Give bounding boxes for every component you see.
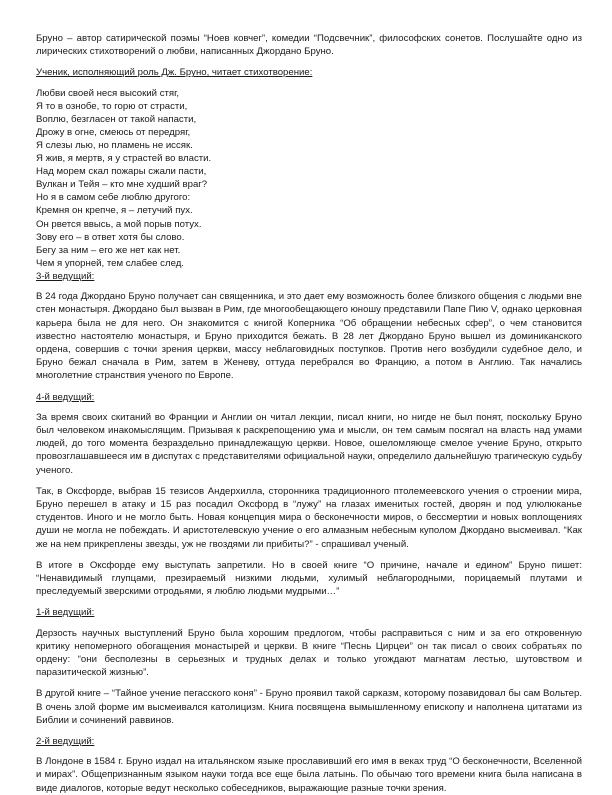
poem-line: Над морем скал пожары сжали пасти, bbox=[36, 166, 207, 178]
poem-line: Воплю, безгласен от такой напасти, bbox=[36, 113, 197, 125]
poem-line: Чем я упорней, тем слабее след. bbox=[36, 257, 184, 269]
poem-line: Я слезы лью, но пламень не иссяк. bbox=[36, 139, 193, 151]
intro-paragraph: Бруно – автор сатирической поэмы “Ноев ковчег”, комедии “Подсвечник”, философских сонетов. Послушайте одно из лирических стихотворений о любви, написанных Джордано Бруно. bbox=[36, 33, 582, 58]
paragraph-4a: За время своих скитаний во Франции и Англии он читал лекции, писал книги, но нигде не был понят, поскольку Бруно был человеком инакомыслящим. Призывая к раскрепощению ума и мысли, он тем самым посягал на власть над умами людей, до того момента безраздельно принадлежащую церкви. Новое, ошеломляюще смелое учение Бруно, открыто провозглашавшееся им в диспутах с представителями официальной науки, определило дальнейшую трагическую судьбу ученого. bbox=[36, 411, 582, 476]
poem-line: Вулкан и Тейя – кто мне худший враг? bbox=[36, 179, 208, 191]
poem-line: Кремня он крепче, я – летучий пух. bbox=[36, 205, 193, 217]
poem-line: Любви своей неся высокий стяг, bbox=[36, 87, 180, 99]
section-heading-2: 2-й ведущий: bbox=[36, 736, 95, 748]
poem bbox=[36, 87, 582, 270]
poem-line: Я то в ознобе, то горю от страсти, bbox=[36, 100, 188, 112]
student-heading: Ученик, исполняющий роль Дж. Бруно, читает стихотворение: bbox=[36, 67, 313, 79]
section-heading-3: 3-й ведущий: bbox=[36, 270, 95, 282]
paragraph-4b: Так, в Оксфорде, выбрав 15 тезисов Андерхилла, сторонника традиционного птолемеевского учения о строении мира, Бруно перешел в атаку и 15 раз посадил Оксфорд в “лужу” на глазах именитых гостей, дворян и под улюлюканье студентов. Иного и не могло быть. Новая концепция мира о бесконечности миров, о бессмертии и новых воплощениях души не могла не побеждать. И аристотелевскую учение о его алмазным небесным куполом Джордано высмеивал. “Как же на нем прикреплены звезды, уж не гвоздями ли прибиты?” - спрашивал ученый. bbox=[36, 485, 582, 550]
poem-line: Я жив, я мертв, я у страстей во власти. bbox=[36, 153, 212, 165]
poem-line: Бегу за ним – его же нет как нет. bbox=[36, 244, 181, 256]
poem-line: Зову его – в ответ хотя бы слово. bbox=[36, 231, 185, 243]
section-heading-4: 4-й ведущий: bbox=[36, 391, 95, 403]
paragraph-3: В 24 года Джордано Бруно получает сан священника, и это дает ему возможность более близкого общения с людьми вне стен монастыря. Джордано был вызван в Рим, где многообещающего юношу представили Папе Пию V, однако церковная карьера была не для него. Он знакомится с книгой Коперника “Об обращении небесных сфер”, о чем становится известно настоятелю монастыря, и Бруно приходится бежать. В 28 лет Джордано Бруно вышел из доминиканского ордена, совершив с точки зрения церкви, массу неблаговидных поступков. Против него возбудили судебное дело, и Бруно бежал сначала в Рим, затем в Женеву, оттуда перебрался во Францию, а потом в Англию. Так начались многолетние странствия ученого по Европе. bbox=[36, 291, 582, 382]
section-heading-1: 1-й ведущий: bbox=[36, 607, 95, 619]
paragraph-4c: В итоге в Оксфорде ему выступать запретили. Но в своей книге “О причине, начале и едином” Бруно пишет: “Ненавидимый глупцами, презираемый низкими людьми, хулимый неблагородными, порицаемый плутами и преследуемый зверскими отродьями, я люблю людьми мудрыми…” bbox=[36, 559, 582, 598]
paragraph-1b: В другой книге – “Тайное учение пегасского коня” - Бруно проявил такой сарказм, которому позавидовал бы сам Вольтер. В очень злой форме им высмеивался католицизм. Книга посвящена вымышленному епископу и наполнена цитатами из Библии и сочинений раввинов. bbox=[36, 688, 582, 726]
poem-line: Дрожу в огне, смеюсь от передряг, bbox=[36, 126, 191, 138]
poem-line: Он рвется ввысь, а мой порыв потух. bbox=[36, 218, 202, 230]
paragraph-2: В Лондоне в 1584 г. Бруно издал на итальянском языке прославивший его имя в веках труд “О бесконечности, Вселенной и мирах”. Общепризнанным языком науки тогда все еще была латынь. По обычаю того времени книга была написана в виде диалогов, которые ведут несколько собеседников, выражающие разные точки зрения. bbox=[36, 756, 582, 794]
poem-line: Но я в самом себе люблю другого: bbox=[36, 192, 191, 204]
paragraph-1a: Дерзость научных выступлений Бруно была хорошим предлогом, чтобы расправиться с ним и за его откровенную критику непомерного обогащения монастырей и церкви. В книге “Песнь Цирцеи” он так писал о своих собратьях по ордену: “они бесполезны в серьезных и трудных делах и только угождают магнатам лестью, шутовством и паразитической жизнью”. bbox=[36, 627, 582, 679]
